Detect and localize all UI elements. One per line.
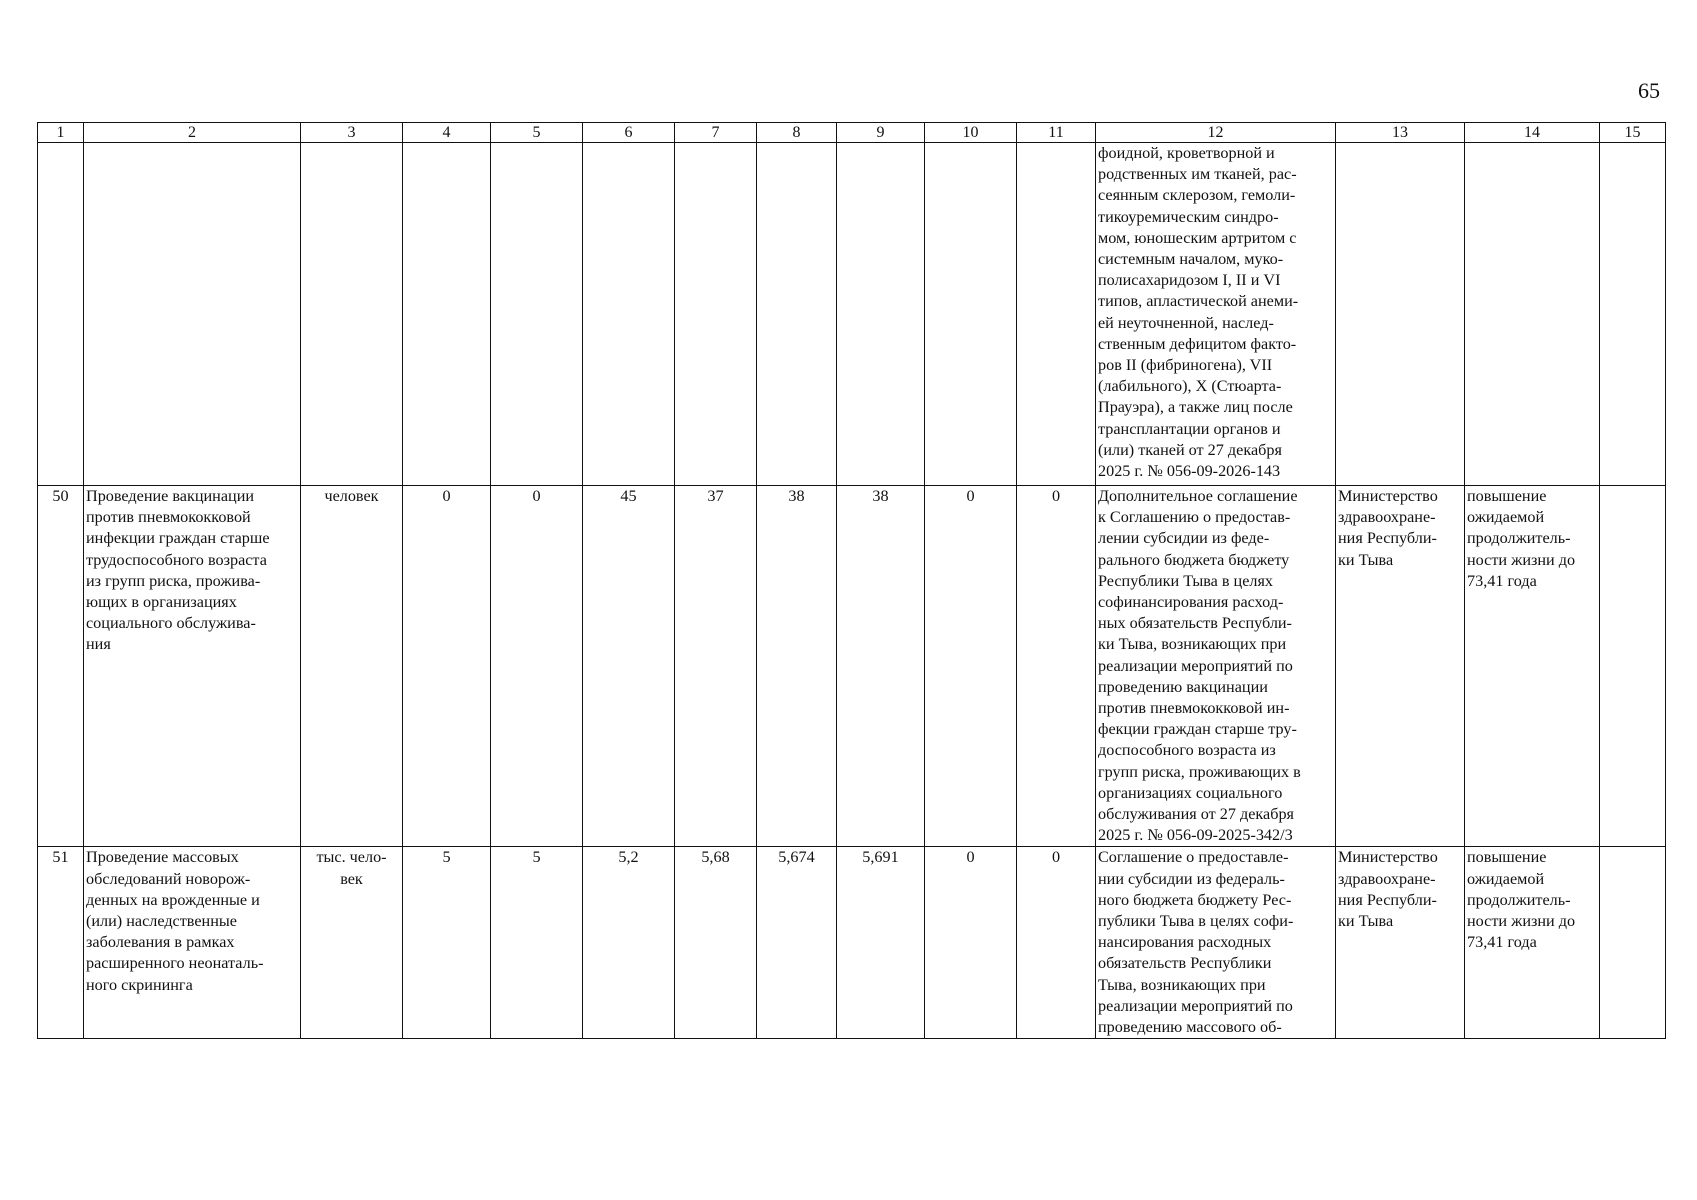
responsible-executor bbox=[1336, 143, 1465, 486]
column-number: 1 bbox=[38, 123, 84, 143]
basis-document: Соглашение о предоставле- нии субсидии из федераль- ного бюджета бюджету Рес- публики Тыва в целях софи- нансирования расходных обязательств Республики Тыва, возникающих при реализации мероприятий по проведению массового об- bbox=[1096, 847, 1336, 1039]
unit: человек bbox=[301, 486, 403, 847]
responsible-executor: Министерство здравоохране- ния Республи- ки Тыва bbox=[1336, 486, 1465, 847]
value-col-11: 0 bbox=[1017, 486, 1096, 847]
value-col-6: 45 bbox=[583, 486, 675, 847]
measure-name bbox=[84, 143, 301, 486]
column-number: 14 bbox=[1465, 123, 1600, 143]
expected-result: повышение ожидаемой продолжитель- ности жизни до 73,41 года bbox=[1465, 486, 1600, 847]
value-col-6: 5,2 bbox=[583, 847, 675, 1039]
row-number: 51 bbox=[38, 847, 84, 1039]
responsible-executor: Министерство здравоохране- ния Республи- ки Тыва bbox=[1336, 847, 1465, 1039]
value-col-11 bbox=[1017, 143, 1096, 486]
column-number: 15 bbox=[1600, 123, 1666, 143]
value-col-7 bbox=[675, 143, 757, 486]
column-number: 5 bbox=[491, 123, 583, 143]
page-number: 65 bbox=[1638, 78, 1660, 103]
value-col-10: 0 bbox=[925, 486, 1017, 847]
measure-name: Проведение массовых обследований новорож- денных на врожденные и (или) наследственные заболевания в рамках расширенного неонаталь- ного скрининга bbox=[84, 847, 301, 1039]
column-number: 13 bbox=[1336, 123, 1465, 143]
row-number: 50 bbox=[38, 486, 84, 847]
value-col-4 bbox=[403, 143, 491, 486]
value-col-5: 5 bbox=[491, 847, 583, 1039]
column-number: 11 bbox=[1017, 123, 1096, 143]
value-col-8 bbox=[757, 143, 837, 486]
column-number: 7 bbox=[675, 123, 757, 143]
column-number: 12 bbox=[1096, 123, 1336, 143]
value-col-11: 0 bbox=[1017, 847, 1096, 1039]
column-number: 8 bbox=[757, 123, 837, 143]
expected-result: повышение ожидаемой продолжитель- ности жизни до 73,41 года bbox=[1465, 847, 1600, 1039]
value-col-8: 5,674 bbox=[757, 847, 837, 1039]
column-number: 6 bbox=[583, 123, 675, 143]
column-number: 3 bbox=[301, 123, 403, 143]
basis-document: Дополнительное соглашение к Соглашению о предостав- лении субсидии из феде- рального бюджета бюджету Республики Тыва в целях софинансирования расход- ных обязательств Республи- ки Тыва, возникающих при реализации мероприятий по проведению вакцинации против пневмококковой ин- фекции граждан старше тру- доспособного возраста из групп риска, проживающих в организациях социального обслуживания от 27 декабря 2025 г. № 056-09-2025-342/3 bbox=[1096, 486, 1336, 847]
value-col-7: 37 bbox=[675, 486, 757, 847]
column-number: 4 bbox=[403, 123, 491, 143]
column-number-row bbox=[38, 123, 1666, 143]
column-15-cell bbox=[1600, 847, 1666, 1039]
value-col-5: 0 bbox=[491, 486, 583, 847]
value-col-6 bbox=[583, 143, 675, 486]
column-number: 9 bbox=[837, 123, 925, 143]
expected-result bbox=[1465, 143, 1600, 486]
measures-table bbox=[37, 122, 1666, 1039]
unit bbox=[301, 143, 403, 486]
measure-name: Проведение вакцинации против пневмококковой инфекции граждан старше трудоспособного возраста из групп риска, прожива- ющих в организациях социального обслужива- ния bbox=[84, 486, 301, 847]
value-col-10 bbox=[925, 143, 1017, 486]
value-col-5 bbox=[491, 143, 583, 486]
basis-document: фоидной, кроветворной и родственных им тканей, рас- сеянным склерозом, гемоли- тикоуремическим синдро- мом, юношеским артритом с системным началом, муко- полисахаридозом I, II и VI типов, апластической анеми- ей неуточненной, наслед- ственным дефицитом факто- ров II (фибриногена), VII (лабильного), X (Стюарта- Прауэра), а также лиц после трансплантации органов и (или) тканей от 27 декабря 2025 г. № 056-09-2026-143 bbox=[1096, 143, 1336, 486]
column-15-cell bbox=[1600, 143, 1666, 486]
value-col-10: 0 bbox=[925, 847, 1017, 1039]
table-row bbox=[38, 486, 1666, 847]
value-col-4: 0 bbox=[403, 486, 491, 847]
value-col-9: 38 bbox=[837, 486, 925, 847]
value-col-9: 5,691 bbox=[837, 847, 925, 1039]
value-col-9 bbox=[837, 143, 925, 486]
table-row bbox=[38, 847, 1666, 1039]
unit: тыс. чело- век bbox=[301, 847, 403, 1039]
column-15-cell bbox=[1600, 486, 1666, 847]
value-col-8: 38 bbox=[757, 486, 837, 847]
value-col-7: 5,68 bbox=[675, 847, 757, 1039]
value-col-4: 5 bbox=[403, 847, 491, 1039]
row-number bbox=[38, 143, 84, 486]
column-number: 2 bbox=[84, 123, 301, 143]
table-row bbox=[38, 143, 1666, 486]
column-number: 10 bbox=[925, 123, 1017, 143]
